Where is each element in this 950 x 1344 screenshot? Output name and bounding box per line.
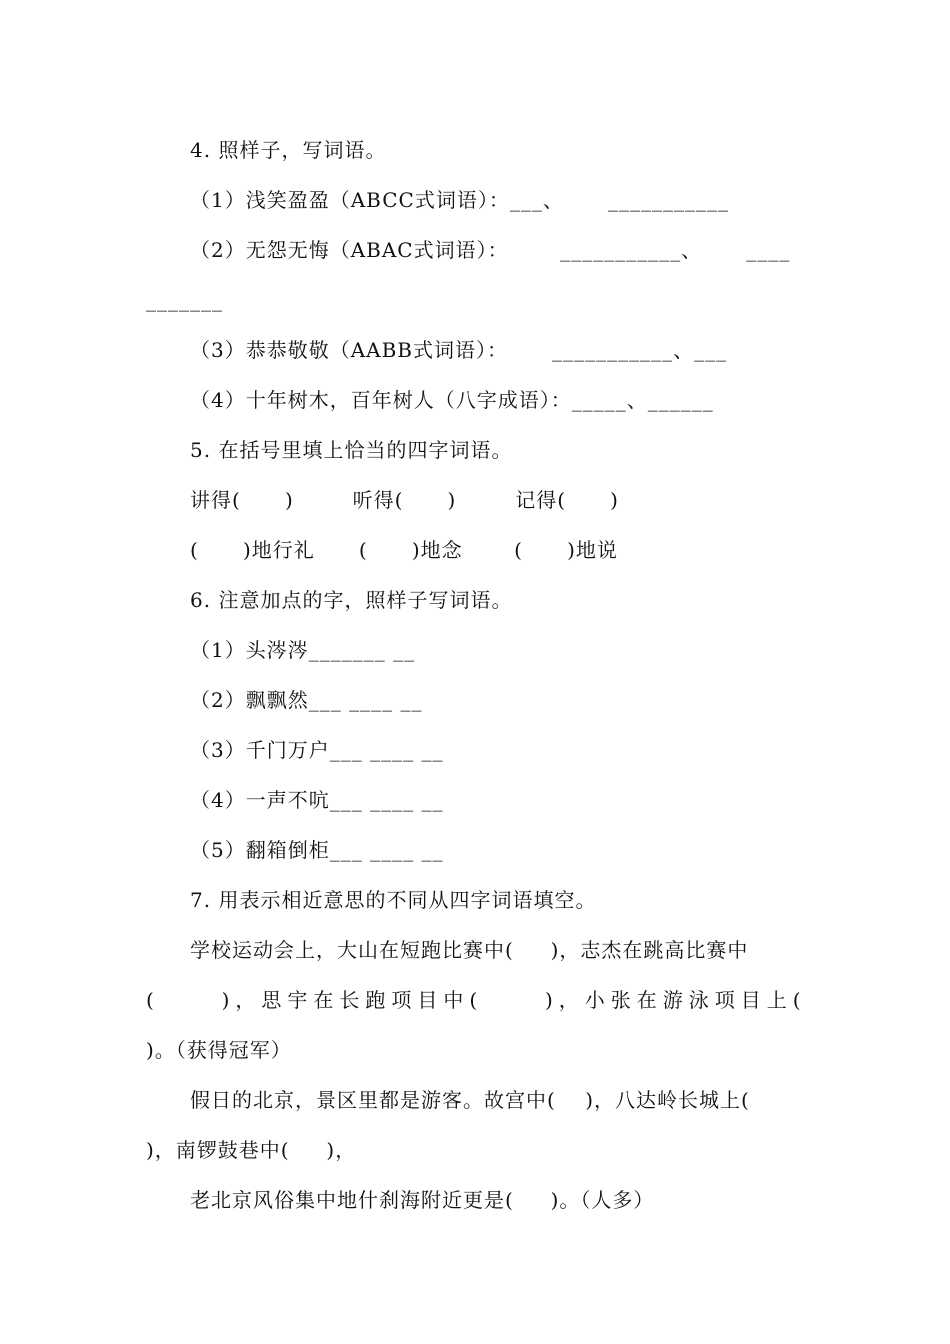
question-4-item-2: （2）无怨无悔（ABAC式词语）： ___________、 ____ [190,238,791,262]
question-7-paragraph-1-line-1: 学校运动会上，大山在短跑比赛中( )，志杰在跳高比赛中 [190,938,749,962]
question-6-item-3: （3）千门万户___ ____ __ [190,738,444,762]
question-4-item-4: （4）十年树木，百年树人（八字成语）：_____、______ [190,388,714,412]
question-7-paragraph-2-line-1: 假日的北京，景区里都是游客。故宫中( )，八达岭长城上( [190,1088,750,1112]
question-7-paragraph-2-line-2: )，南锣鼓巷中( )， [146,1138,357,1162]
question-6-item-2: （2）飘飘然___ ____ __ [190,688,423,712]
question-4-heading: 4. 照样子，写词语。 [190,138,387,162]
question-7-paragraph-1-line-3: )。（获得冠军） [146,1038,292,1062]
question-5-row-1: 讲得( ) 听得( ) 记得( ) [190,488,619,512]
question-6-item-1: （1）头涔涔_______ __ [190,638,416,662]
question-7-paragraph-1-line-2: ( )，思宇在长跑项目中( )，小张在游泳项目上( [146,988,807,1012]
question-6-item-5: （5）翻箱倒柜___ ____ __ [190,838,444,862]
question-6-heading: 6. 注意加点的字，照样子写词语。 [190,588,513,612]
question-7-paragraph-3: 老北京风俗集中地什刹海附近更是( )。（人多） [190,1188,655,1212]
question-6-item-4: （4）一声不吭___ ____ __ [190,788,444,812]
question-5-row-2: ( )地行礼 ( )地念 ( )地说 [190,538,618,562]
question-4-item-3: （3）恭恭敬敬（AABB式词语）： ___________、___ [190,338,728,362]
question-5-heading: 5. 在括号里填上恰当的四字词语。 [190,438,513,462]
question-7-heading: 7. 用表示相近意思的不同从四字词语填空。 [190,888,597,912]
question-4-item-1: （1）浅笑盈盈（ABCC式词语）：___、 ___________ [190,188,729,212]
question-4-item-2-continuation: _______ [146,288,223,312]
